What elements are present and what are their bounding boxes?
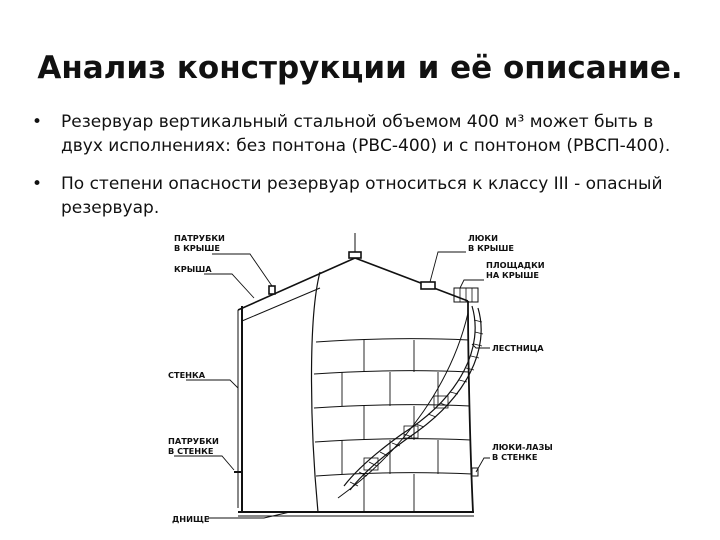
- label-roof-platforms-line2: НА КРЫШЕ: [486, 270, 539, 280]
- bullet-item: [30, 110, 700, 158]
- label-ladder: ЛЕСТНИЦА: [492, 343, 544, 353]
- label-wall-manholes-line2: В СТЕНКЕ: [492, 452, 538, 462]
- bullet-text: Резервуар вертикальный стальной объемом 400 м³ может быть в двух исполнениях: без понтона (РВС-400) и с понтоном (РВСП-400).: [61, 112, 671, 156]
- label-wall: СТЕНКА: [168, 370, 206, 380]
- tank-diagram: [168, 228, 568, 534]
- bullet-item: [30, 172, 700, 220]
- label-wall-nozzles-line2: В СТЕНКЕ: [168, 446, 214, 456]
- label-roof: КРЫША: [174, 264, 212, 274]
- label-bottom: ДНИЩЕ: [172, 514, 210, 524]
- label-roof-platforms-line1: ПЛОЩАДКИ: [486, 260, 545, 270]
- label-wall-manholes-line1: ЛЮКИ-ЛАЗЫ: [492, 442, 553, 452]
- label-roof-hatches-line1: ЛЮКИ: [468, 233, 498, 243]
- slide-title: Анализ конструкции и её описание.: [37, 50, 683, 86]
- label-roof-hatches-line2: В КРЫШЕ: [468, 243, 514, 253]
- bullet-text: По степени опасности резервуар относиться к классу III - опасный резервуар.: [61, 174, 663, 218]
- bullet-list: [30, 110, 700, 234]
- bullet-dot-icon: •: [32, 112, 43, 132]
- label-roof-nozzles-line2: В КРЫШЕ: [174, 243, 220, 253]
- bullet-dot-icon: •: [32, 174, 43, 194]
- label-wall-nozzles-line1: ПАТРУБКИ: [168, 436, 219, 446]
- label-roof-nozzles-line1: ПАТРУБКИ: [174, 233, 225, 243]
